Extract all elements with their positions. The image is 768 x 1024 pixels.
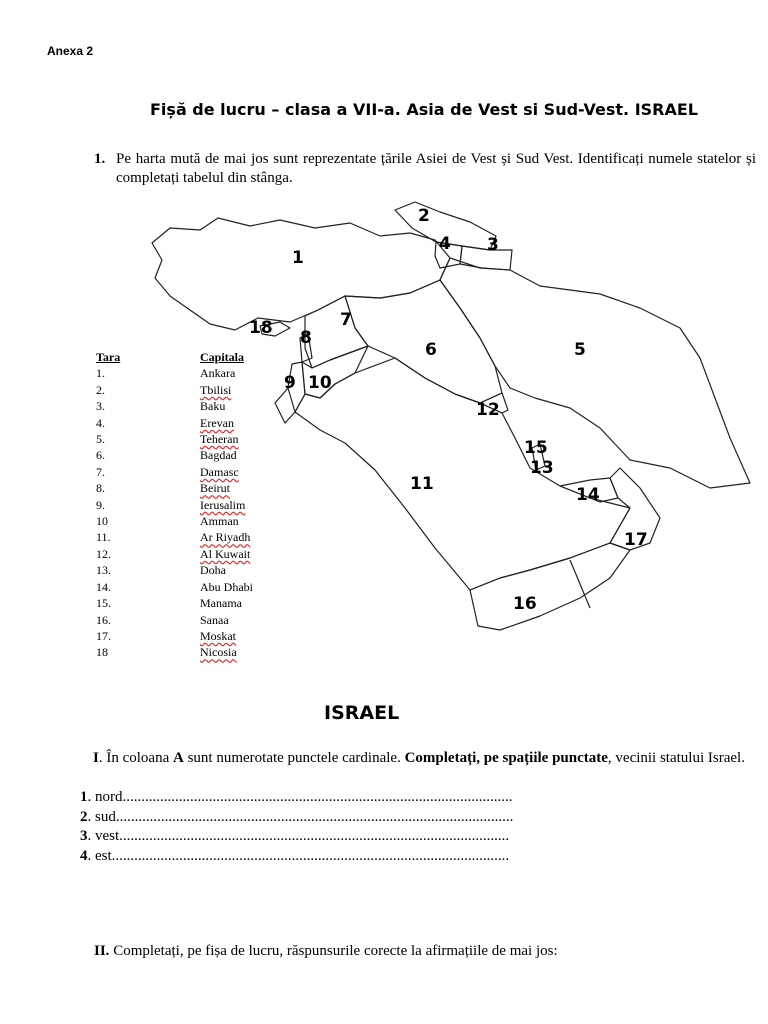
table-row-capital: Ierusalim xyxy=(200,497,246,512)
table-row xyxy=(96,529,253,545)
table-row-number: 10 xyxy=(96,514,108,529)
table-row xyxy=(96,595,253,611)
item-number: 2 xyxy=(80,808,88,825)
map-label: 18 xyxy=(249,318,273,338)
table-row xyxy=(96,480,253,496)
table-row-number: 6. xyxy=(96,448,105,463)
section-2-text: Completați, pe fișa de lucru, răspunsurile corecte la afirmațiile de mai jos: xyxy=(109,943,558,959)
table-row-capital: Moskat xyxy=(200,628,236,643)
item-number: 1 xyxy=(80,789,88,805)
table-row xyxy=(96,513,253,529)
table-row-capital: Manama xyxy=(200,596,242,611)
map-label: 2 xyxy=(418,206,430,226)
table-row xyxy=(96,415,253,431)
section-1-text-c: Completați, pe spațiile punctate xyxy=(404,750,608,766)
table-row-number: 17. xyxy=(96,628,111,643)
table-row-capital: Bagdad xyxy=(200,448,237,463)
table-row xyxy=(96,382,253,398)
table-row xyxy=(96,546,253,562)
page-title: Fișă de lucru – clasa a VII-a. Asia de Vest si Sud-Vest. ISRAEL xyxy=(150,100,698,119)
israel-heading: ISRAEL xyxy=(324,702,400,724)
table-row-number: 15. xyxy=(96,596,111,611)
map-label: 4 xyxy=(439,234,451,254)
list-item xyxy=(80,808,513,828)
map-label: 8 xyxy=(300,328,312,348)
capitals-table xyxy=(96,349,253,661)
map-label: 16 xyxy=(513,594,537,614)
answer-blank[interactable]: ........................................................................................................ xyxy=(119,828,510,844)
table-row xyxy=(96,579,253,595)
table-row-capital: Abu Dhabi xyxy=(200,579,253,594)
item-number: 3 xyxy=(80,828,88,844)
table-row xyxy=(96,365,253,381)
answer-blank[interactable]: .......................................................................................................... xyxy=(115,808,514,825)
table-row xyxy=(96,562,253,578)
table-row-number: 13. xyxy=(96,563,111,578)
table-row xyxy=(96,447,253,463)
map-label: 10 xyxy=(308,373,332,393)
map-label: 15 xyxy=(524,438,548,458)
section-2 xyxy=(94,943,558,960)
section-2-roman: II. xyxy=(94,943,110,959)
table-row-capital: Amman xyxy=(200,514,239,529)
table-row-number: 2. xyxy=(96,382,105,397)
map-label: 7 xyxy=(340,310,352,330)
table-row-number: 1. xyxy=(96,366,105,381)
table-row-number: 12. xyxy=(96,546,111,561)
section-1-text-b: sunt numerotate punctele cardinale. xyxy=(183,750,405,766)
table-row xyxy=(96,644,253,660)
table-row-capital: Doha xyxy=(200,563,226,578)
table-row-number: 9. xyxy=(96,497,105,512)
map-label: 5 xyxy=(574,340,586,360)
answer-blank[interactable]: .......................................................................................................... xyxy=(111,847,510,864)
map-label: 17 xyxy=(624,530,648,550)
table-row-number: 14. xyxy=(96,579,111,594)
item-label: . sud xyxy=(87,808,116,825)
map-label: 11 xyxy=(410,474,434,494)
table-row-number: 18 xyxy=(96,645,108,660)
table-row xyxy=(96,497,253,513)
table-row xyxy=(96,398,253,414)
table-row-capital: Damasc xyxy=(200,464,239,479)
map-label: 9 xyxy=(284,373,296,393)
section-1-column: A xyxy=(172,750,184,766)
table-row-number: 16. xyxy=(96,612,111,627)
item-number: 4 xyxy=(80,847,88,864)
table-row-number: 4. xyxy=(96,415,105,430)
table-row-number: 8. xyxy=(96,481,105,496)
map-label: 12 xyxy=(476,400,500,420)
section-1-text-d: , vecinii statului Israel. xyxy=(607,750,745,766)
map-label: 14 xyxy=(576,485,600,505)
table-row-capital: Ar Riyadh xyxy=(200,530,251,545)
question-1-text: Pe harta mută de mai jos sunt reprezentate țările Asiei de Vest și Sud Vest. Identificați numele statelor și completați tabelul din stânga. xyxy=(116,151,756,186)
neighbors-list xyxy=(80,788,513,866)
table-row-number: 5. xyxy=(96,432,105,447)
table-header-country: Tara xyxy=(96,350,121,364)
table-row-number: 7. xyxy=(96,464,105,479)
list-item xyxy=(80,788,513,808)
table-row-number: 11. xyxy=(96,530,111,545)
table-row-capital: Tbilisi xyxy=(200,382,232,397)
table-row-capital: Al Kuwait xyxy=(200,546,251,561)
item-label: . nord xyxy=(87,789,123,805)
table-row-capital: Baku xyxy=(200,399,226,414)
question-1 xyxy=(94,150,756,188)
map-label: 6 xyxy=(425,340,437,360)
question-1-number: 1. xyxy=(94,151,106,167)
item-label: . est xyxy=(87,847,112,864)
table-row xyxy=(96,628,253,644)
list-item xyxy=(80,847,513,867)
table-row-capital: Teheran xyxy=(200,432,239,447)
table-row-capital: Sanaa xyxy=(200,612,229,627)
answer-blank[interactable]: ........................................................................................................ xyxy=(122,789,513,805)
annex-label: Anexa 2 xyxy=(47,44,94,58)
table-header-capital: Capitala xyxy=(200,350,245,364)
table-row-number: 3. xyxy=(96,399,105,414)
section-1-text-a: . În coloana xyxy=(98,750,173,766)
table-row xyxy=(96,431,253,447)
table-row-capital: Ankara xyxy=(200,366,236,381)
table-row xyxy=(96,464,253,480)
map-label: 1 xyxy=(292,248,304,268)
table-row-capital: Erevan xyxy=(200,415,234,430)
section-1-roman: I xyxy=(93,750,99,766)
table-row-capital: Beirut xyxy=(200,481,230,496)
list-item xyxy=(80,827,513,847)
section-1 xyxy=(47,748,752,768)
table-row-capital: Nicosia xyxy=(200,645,237,660)
table-row xyxy=(96,612,253,628)
item-label: . vest xyxy=(87,828,120,844)
map-label: 3 xyxy=(487,235,499,255)
map-label: 13 xyxy=(530,458,554,478)
